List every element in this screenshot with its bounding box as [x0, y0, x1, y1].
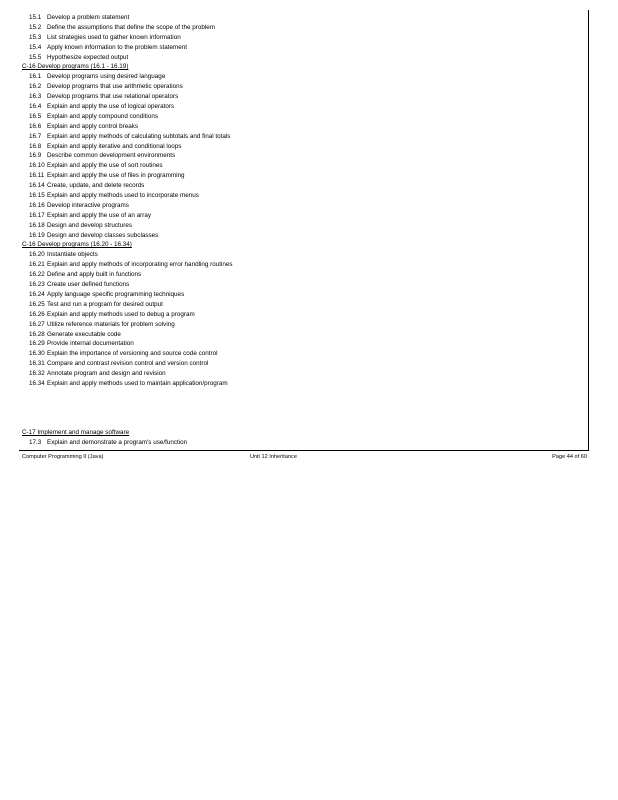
item-number: 16.32 [29, 370, 45, 378]
item-text: Provide internal documentation [47, 340, 134, 348]
list-item [22, 92, 582, 102]
item-text: Define and apply built in functions [47, 271, 142, 279]
item-number: 16.22 [29, 271, 45, 279]
item-number: 16.27 [29, 320, 45, 328]
item-number: 15.4 [29, 43, 42, 51]
item-text: Develop interactive programs [47, 201, 129, 209]
item-text: Describe common development environments [47, 152, 176, 160]
item-text: Utilize reference materials for problem solving [47, 320, 175, 328]
list-item [22, 438, 582, 448]
item-number: 16.16 [29, 201, 45, 209]
item-number: 15.1 [29, 14, 42, 21]
item-number: 16.3 [29, 93, 42, 101]
section-heading: C-16 Develop programs (16.20 - 16.34) [22, 241, 132, 249]
item-text: Apply language specific programming techniques [47, 290, 185, 298]
list-item [22, 171, 582, 181]
item-text: Create, update, and delete records [47, 182, 145, 190]
list-item [22, 211, 582, 221]
item-text: Explain and apply compound conditions [47, 112, 158, 120]
list-item [22, 369, 582, 379]
item-number: 16.21 [29, 261, 45, 269]
item-number: 16.1 [29, 73, 42, 81]
item-number: 16.30 [29, 350, 45, 358]
list-item [22, 132, 582, 142]
item-number: 16.4 [29, 103, 42, 111]
item-text: Define the assumptions that define the scope of the problem [47, 23, 216, 31]
item-text: Explain and apply methods used to debug a program [47, 310, 195, 318]
list-item [22, 201, 582, 211]
item-text: Develop a problem statement [47, 14, 130, 21]
list-item [22, 290, 582, 300]
item-text: Explain and demonstrate a program's use/function [47, 439, 188, 447]
list-item [22, 43, 582, 53]
item-number: 16.20 [29, 251, 45, 259]
item-number: 16.34 [29, 379, 45, 387]
item-text: Apply known information to the problem statement [47, 43, 188, 51]
item-number: 15.2 [29, 23, 42, 31]
item-text: Explain and apply the use of an array [47, 211, 151, 219]
list-item [22, 181, 582, 191]
footer-page-number: Page 44 of 60 [552, 454, 587, 460]
item-text: Generate executable code [47, 330, 121, 338]
item-number: 16.6 [29, 122, 42, 130]
item-text: Explain the importance of versioning and source code control [47, 350, 218, 358]
item-number: 16.5 [29, 112, 42, 120]
item-text: Explain and apply the use of sort routines [47, 162, 163, 170]
item-number: 16.8 [29, 142, 42, 150]
list-item [22, 102, 582, 112]
footer-unit: Unit 12 Inheritance [250, 454, 297, 460]
list-item [22, 250, 582, 260]
item-text: Explain and apply iterative and conditional loops [47, 142, 182, 150]
list-item [22, 191, 582, 201]
item-text: Explain and apply the use of files in programming [47, 172, 185, 180]
item-number: 16.18 [29, 221, 45, 229]
item-text: Explain and apply methods used to maintain application/program [47, 379, 228, 387]
item-text: Develop programs that use relational operators [47, 93, 179, 101]
item-text: Explain and apply control breaks [47, 122, 139, 130]
item-text: Explain and apply methods used to incorporate menus [47, 192, 199, 200]
item-number: 16.17 [29, 211, 45, 219]
list-item [22, 330, 582, 340]
list-item [22, 310, 582, 320]
list-item [22, 320, 582, 330]
item-text: Instantiate objects [47, 251, 98, 259]
list-item [22, 359, 582, 369]
item-text: Explain and apply the use of logical operators [47, 103, 175, 111]
section-heading: C-16 Develop programs (16.1 - 16.19) [22, 63, 129, 71]
list-item [22, 349, 582, 359]
item-number: 16.15 [29, 192, 45, 200]
item-text: Explain and apply methods of incorporating error handling routines [47, 261, 233, 269]
blank-space [22, 389, 582, 429]
list-item [22, 53, 582, 63]
item-number: 15.5 [29, 53, 42, 61]
item-text: Develop programs that use arithmetic operations [47, 83, 183, 91]
list-item [22, 72, 582, 82]
item-number: 16.28 [29, 330, 45, 338]
item-number: 16.26 [29, 310, 45, 318]
item-text: Hypothesize expected output [47, 53, 129, 61]
list-item [22, 379, 582, 389]
item-number: 16.29 [29, 340, 45, 348]
item-number: 16.31 [29, 360, 45, 368]
list-item [22, 112, 582, 122]
list-item [22, 161, 582, 171]
item-number: 16.14 [29, 182, 45, 190]
list-item [22, 270, 582, 280]
item-number: 16.7 [29, 132, 42, 140]
list-item [22, 221, 582, 231]
footer-course: Computer Programming II (Java) [22, 454, 104, 460]
item-number: 16.2 [29, 83, 42, 91]
item-number: 17.3 [29, 439, 42, 447]
item-number: 16.25 [29, 300, 45, 308]
list-item [22, 142, 582, 152]
item-text: Compare and contrast revision control and version control [47, 360, 209, 368]
item-number: 16.11 [29, 172, 45, 180]
item-number: 16.23 [29, 281, 45, 289]
list-item [22, 82, 582, 92]
item-text: Annotate program and design and revision [47, 370, 166, 378]
list-item [22, 280, 582, 290]
list-item [22, 13, 582, 23]
list-item [22, 300, 582, 310]
list-item [22, 339, 582, 349]
list-item [22, 151, 582, 161]
list-item [22, 23, 582, 33]
list-item [22, 260, 582, 270]
item-text: Explain and apply methods of calculating subtotals and final totals [47, 132, 231, 140]
item-text: Design and develop structures [47, 221, 133, 229]
item-text: Create user defined functions [47, 281, 130, 289]
list-item [22, 231, 582, 241]
list-item [22, 122, 582, 132]
item-number: 16.9 [29, 152, 42, 160]
item-text: Develop programs using desired language [47, 73, 166, 81]
item-number: 16.24 [29, 290, 45, 298]
document-body [22, 13, 582, 448]
section-heading: C-17 Implement and manage software [22, 429, 130, 437]
item-number: 16.19 [29, 231, 45, 239]
item-text: Design and develop classes subclasses [47, 231, 159, 239]
item-number: 15.3 [29, 33, 42, 41]
item-text: List strategies used to gather known information [47, 33, 181, 41]
page-footer [22, 452, 587, 462]
item-number: 16.10 [29, 162, 45, 170]
list-item [22, 33, 582, 43]
item-text: Test and run a program for desired output [47, 300, 163, 308]
